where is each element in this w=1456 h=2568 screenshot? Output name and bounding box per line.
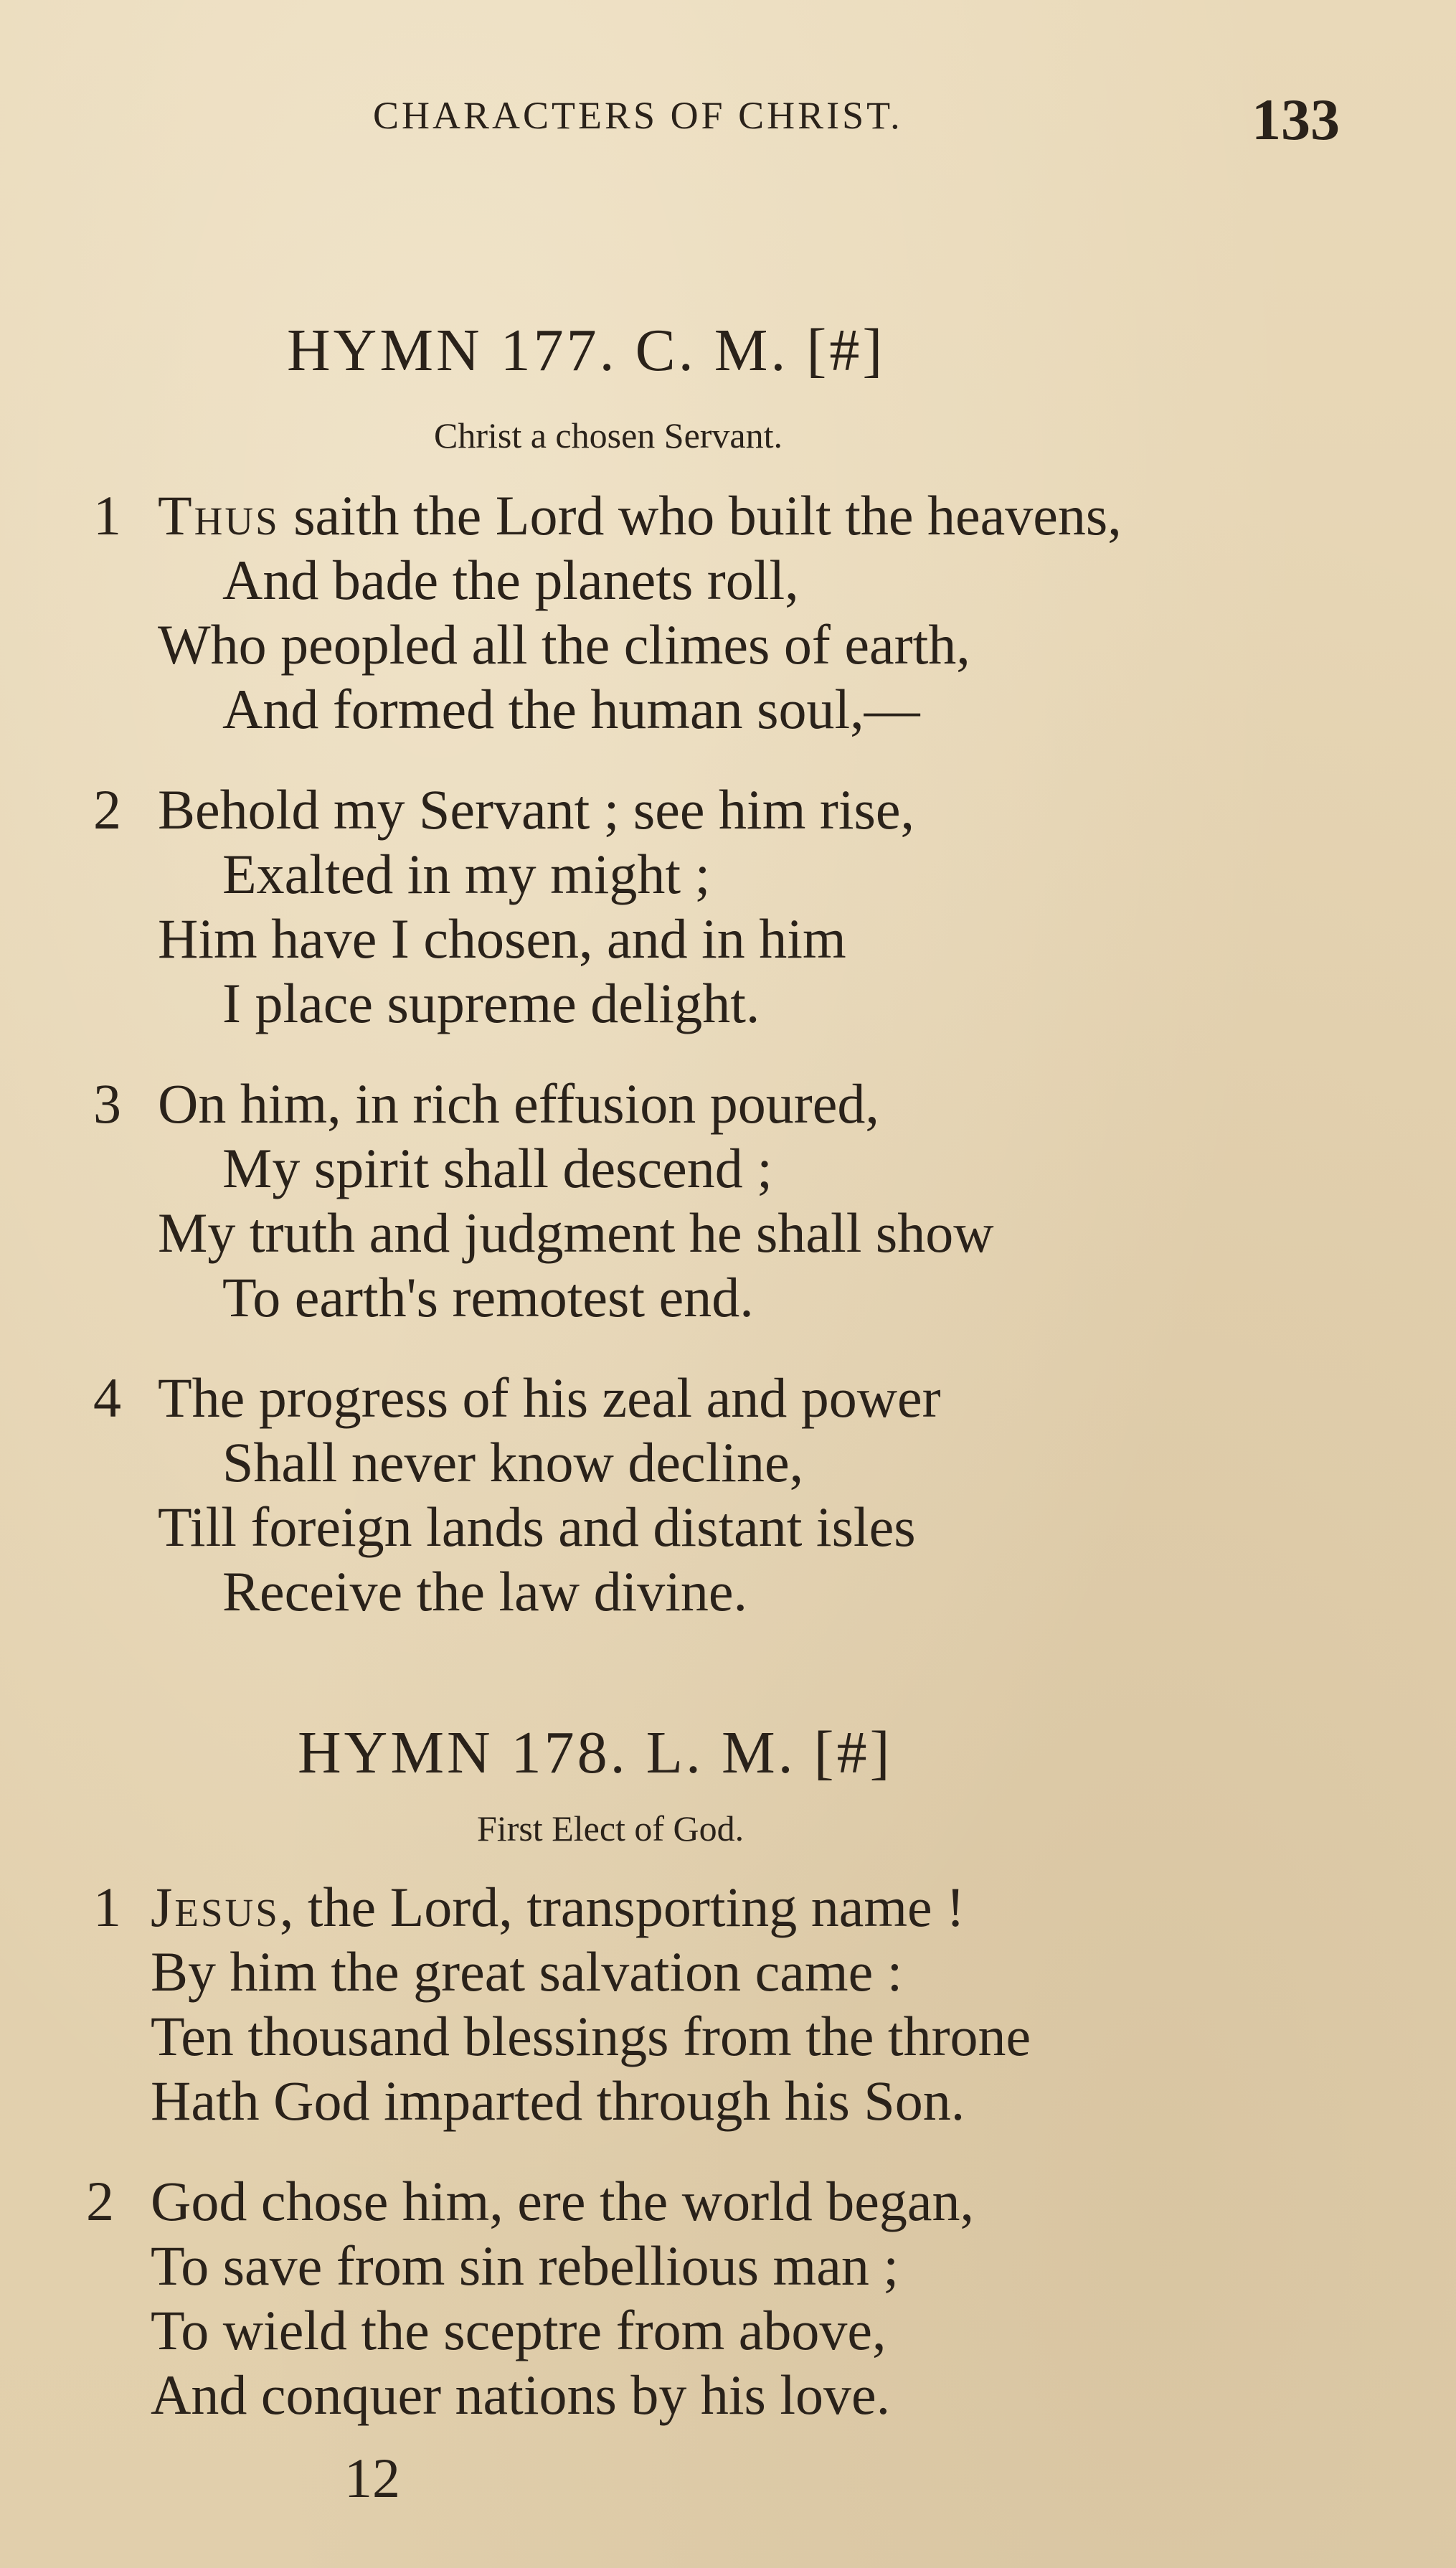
first-word: Thus: [158, 484, 280, 547]
first-word: Jesus: [151, 1876, 280, 1938]
hymn-line: Behold my Servant ; see him rise,: [158, 778, 914, 841]
hymn-line: I place supreme delight.: [222, 972, 760, 1034]
hymn-line: My spirit shall descend ;: [222, 1137, 772, 1199]
stanza-number: 1: [93, 1876, 121, 1938]
page-number: 133: [1252, 87, 1340, 152]
hymn-line: Shall never know decline,: [222, 1431, 804, 1493]
hymn-subtitle: First Elect of God.: [477, 1808, 744, 1849]
hymn-line: [158, 484, 1122, 547]
line-rest: , the Lord, transporting name !: [279, 1876, 965, 1938]
hymn-subtitle: Christ a chosen Servant.: [434, 415, 783, 455]
hymn-line: [151, 1876, 965, 1938]
hymn-line: God chose him, ere the world began,: [151, 2170, 974, 2232]
hymn-line: Him have I chosen, and in him: [158, 907, 846, 970]
hymn-line: My truth and judgment he shall show: [158, 1202, 994, 1264]
hymn-line: To wield the sceptre from above,: [151, 2299, 887, 2361]
hymn-heading: HYMN 178. L. M. [#]: [298, 1719, 893, 1786]
hymn-line: The progress of his zeal and power: [158, 1366, 941, 1429]
stanza-number: 4: [93, 1366, 121, 1429]
stanza-number: 3: [93, 1072, 121, 1135]
hymn-line: Receive the law divine.: [222, 1560, 748, 1623]
signature-mark: 12: [344, 2447, 400, 2509]
hymn-line: Hath God imparted through his Son.: [151, 2069, 965, 2132]
stanza-number: 2: [93, 778, 121, 841]
running-head: CHARACTERS OF CHRIST.: [373, 94, 903, 137]
hymn-line: And conquer nations by his love.: [151, 2364, 891, 2426]
hymn-line: To save from sin rebellious man ;: [151, 2234, 899, 2297]
hymn-line: And bade the planets roll,: [222, 549, 799, 611]
hymn-line: By him the great salvation came :: [151, 1940, 903, 2003]
hymn-line: To earth's remotest end.: [222, 1266, 754, 1328]
hymn-line: And formed the human soul,—: [222, 678, 920, 740]
hymn-line: Ten thousand blessings from the throne: [151, 2005, 1031, 2067]
hymn-line: Till foreign lands and distant isles: [158, 1496, 916, 1558]
hymn-line: Exalted in my might ;: [222, 843, 711, 905]
hymn-line: On him, in rich effusion poured,: [158, 1072, 879, 1135]
hymn-heading: HYMN 177. C. M. [#]: [287, 317, 886, 384]
stanza-number: 2: [86, 2170, 114, 2232]
stanza-number: 1: [93, 484, 121, 547]
hymn-line: Who peopled all the climes of earth,: [158, 613, 970, 676]
line-rest: saith the Lord who built the heavens,: [279, 484, 1122, 547]
